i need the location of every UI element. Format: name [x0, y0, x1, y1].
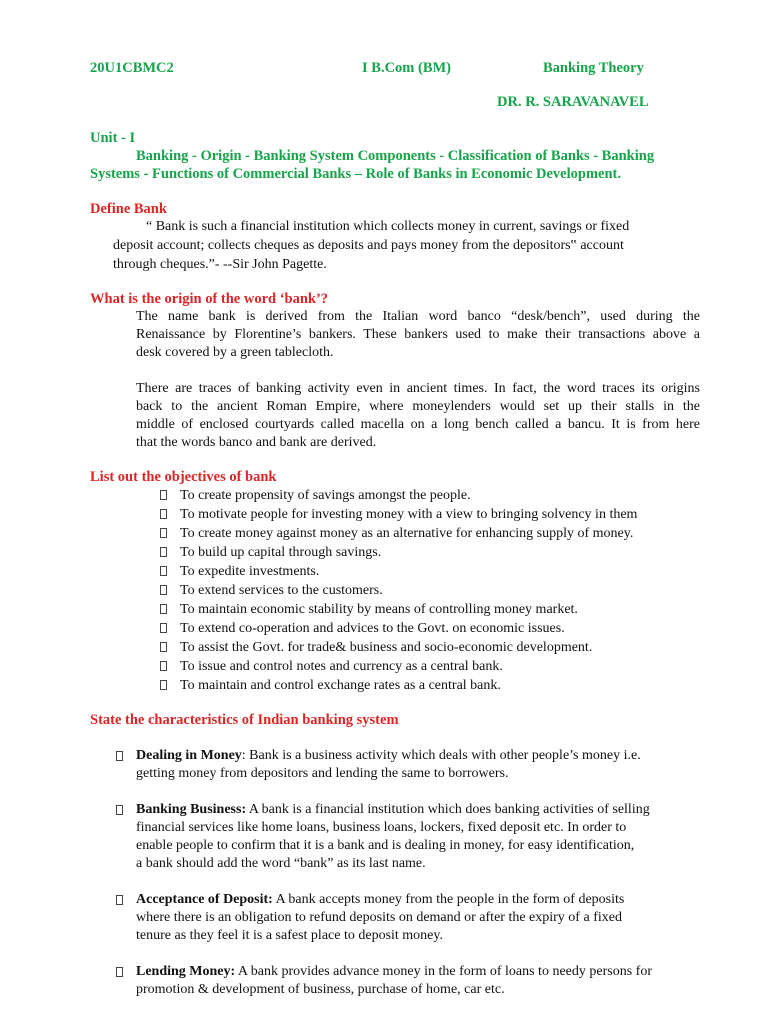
characteristic-text: where there is an obligation to refund deposits on demand or after the expiry of a fixed	[136, 910, 622, 925]
bullet-box-icon	[160, 490, 167, 500]
characteristic-body	[136, 747, 708, 783]
origin-para2-line: There are traces of banking activity even in ancient times. In fact, the word traces its origins	[136, 381, 700, 396]
objective-text: To maintain and control exchange rates as a central bank.	[180, 678, 501, 693]
characteristic-text: A bank provides advance money in the form of loans to needy persons for	[235, 964, 652, 979]
course-name: I B.Com (BM)	[362, 60, 452, 76]
objective-text: To expedite investments.	[180, 564, 320, 579]
characteristic-body	[136, 963, 708, 999]
course-code: 20U1CBMC2	[90, 60, 174, 76]
define-bank-heading: Define Bank	[90, 201, 167, 217]
characteristic-text: promotion & development of business, purchase of home, car etc.	[136, 982, 505, 997]
subject-title: Banking Theory	[543, 60, 644, 76]
characteristic-text: enable people to confirm that it is a bank and is dealing in money, for easy identification,	[136, 838, 635, 853]
bullet-box-icon	[116, 751, 123, 761]
list-item	[158, 581, 637, 600]
characteristic-text: financial services like home loans, business loans, lockers, fixed deposit etc. In order to	[136, 820, 627, 835]
objective-text: To build up capital through savings.	[180, 545, 382, 560]
bullet-box-icon	[160, 642, 167, 652]
characteristics-heading: State the characteristics of Indian banking system	[90, 712, 399, 728]
objective-text: To issue and control notes and currency as a central bank.	[180, 659, 503, 674]
characteristic-text: A bank is a financial institution which does banking activities of selling	[246, 802, 650, 817]
characteristic-text: : Bank is a business activity which deals with other people’s money i.e.	[241, 748, 641, 763]
bullet-box-icon	[116, 895, 123, 905]
characteristic-text: tenure as they feel it is a safest place to deposit money.	[136, 928, 443, 943]
characteristic-term: Banking Business:	[136, 802, 247, 817]
objectives-list	[158, 486, 637, 695]
bullet-box-icon	[160, 604, 167, 614]
characteristic-term: Acceptance of Deposit:	[136, 892, 273, 907]
characteristic-body	[136, 801, 708, 873]
bullet-box-icon	[160, 509, 167, 519]
bullet-box-icon	[160, 547, 167, 557]
list-item	[158, 505, 637, 524]
origin-para2-line: back to the ancient Roman Empire, where moneylenders would set up their stalls in the	[136, 399, 700, 414]
list-item	[158, 562, 637, 581]
list-item	[158, 676, 637, 695]
define-bank-line: deposit account; collects cheques as deposits and pays money from the depositors‟ account	[113, 238, 624, 253]
objective-text: To create propensity of savings amongst the people.	[180, 488, 471, 503]
bullet-box-icon	[116, 967, 123, 977]
origin-para1-line: desk covered by a green tablecloth.	[136, 345, 334, 360]
objective-text: To maintain economic stability by means of controlling money market.	[180, 602, 578, 617]
bullet-box-icon	[116, 805, 123, 815]
list-item	[158, 657, 637, 676]
unit-title: Unit - I	[90, 130, 136, 146]
origin-para2-line: middle of enclosed courtyards called macella on a long bench called a bancu. It is from here	[136, 417, 700, 432]
objective-text: To assist the Govt. for trade& business and socio-economic development.	[180, 640, 593, 655]
objective-text: To extend services to the customers.	[180, 583, 383, 598]
bullet-box-icon	[160, 680, 167, 690]
objective-text: To create money against money as an alternative for enhancing supply of money.	[180, 526, 634, 541]
bullet-box-icon	[160, 585, 167, 595]
list-item	[158, 486, 637, 505]
characteristic-text: getting money from depositors and lending the same to borrowers.	[136, 766, 509, 781]
list-item	[158, 543, 637, 562]
list-item	[158, 524, 637, 543]
bullet-box-icon	[160, 566, 167, 576]
unit-topics-line1: Banking - Origin - Banking System Components - Classification of Banks - Banking	[136, 148, 655, 164]
characteristic-text: A bank accepts money from the people in the form of deposits	[272, 892, 625, 907]
bullet-box-icon	[160, 528, 167, 538]
characteristic-term: Dealing in Money	[136, 748, 242, 763]
define-bank-line: “ Bank is such a financial institution which collects money in current, savings or fixed	[146, 219, 630, 234]
list-item	[158, 619, 637, 638]
bullet-box-icon	[160, 661, 167, 671]
origin-para1-line: The name bank is derived from the Italian word banco “desk/bench”, used during the	[136, 309, 700, 324]
objectives-heading: List out the objectives of bank	[90, 469, 277, 485]
characteristic-term: Lending Money:	[136, 964, 236, 979]
define-bank-line: through cheques.”- --Sir John Pagette.	[113, 257, 327, 272]
bullet-box-icon	[160, 623, 167, 633]
objective-text: To motivate people for investing money with a view to bringing solvency in them	[180, 507, 638, 522]
origin-para1-line: Renaissance by Florentine’s bankers. These bankers used to make their transactions above a	[136, 327, 700, 342]
objective-text: To extend co-operation and advices to the Govt. on economic issues.	[180, 621, 565, 636]
list-item	[158, 638, 637, 657]
origin-heading: What is the origin of the word ‘bank’?	[90, 291, 329, 307]
list-item	[158, 600, 637, 619]
unit-topics-line2: Systems - Functions of Commercial Banks – Role of Banks in Economic Development.	[90, 166, 621, 182]
characteristic-body	[136, 891, 708, 945]
origin-para2-line: that the words banco and bank are derived.	[136, 435, 377, 450]
author-name: DR. R. SARAVANAVEL	[497, 94, 649, 110]
characteristic-text: a bank should add the word “bank” as its last name.	[136, 856, 426, 871]
